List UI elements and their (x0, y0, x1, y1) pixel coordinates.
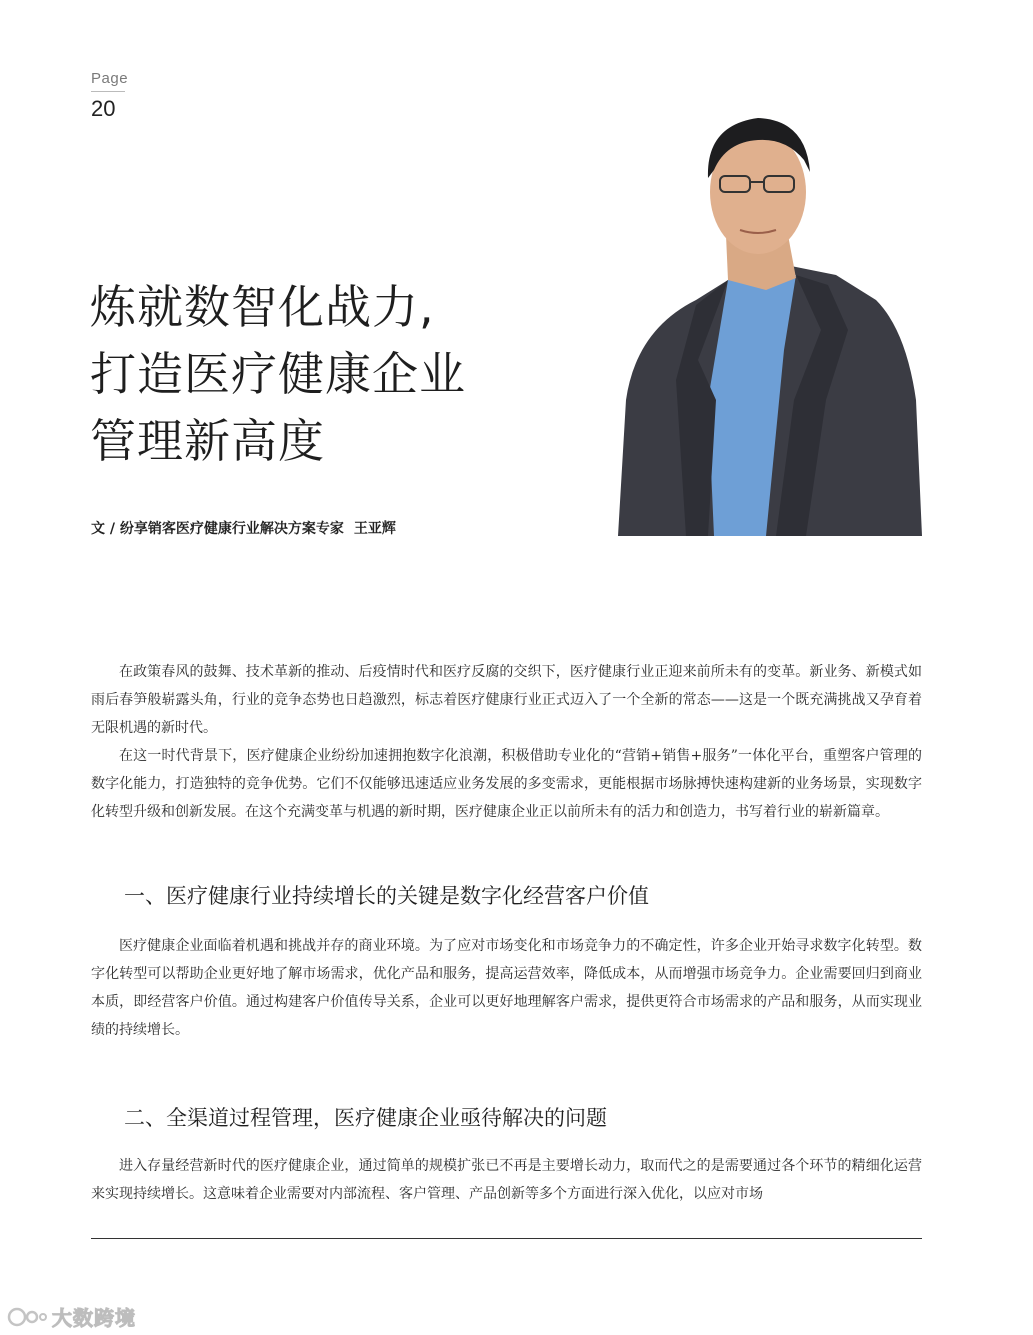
section-1-body (91, 932, 922, 1044)
section-1-heading: 一、医疗健康行业持续增长的关键是数字化经营客户价值 (124, 884, 649, 908)
page-number: 20 (91, 96, 116, 121)
watermark (6, 1302, 136, 1331)
section-1-paragraph: 医疗健康企业面临着机遇和挑战并存的商业环境。为了应对市场变化和市场竞争力的不确定性，许多企业开始寻求数字化转型。数字化转型可以帮助企业更好地了解市场需求，优化产品和服务，提高运营效率，降低成本，从而增强市场竞争力。企业需要回归到商业本质，即经营客户价值。通过构建客户价值传导关系，企业可以更好地理解客户需求，提供更符合市场需求的产品和服务，从而实现业绩的持续增长。 (91, 938, 922, 1038)
section-2-paragraph: 进入存量经营新时代的医疗健康企业，通过简单的规模扩张已不再是主要增长动力，取而代之的是需要通过各个环节的精细化运营来实现持续增长。这意味着企业需要对内部流程、客户管理、产品创新等多个方面进行深入优化，以应对市场 (91, 1158, 922, 1202)
title-line-3: 管理新高度 (90, 414, 325, 468)
footer-divider (91, 1238, 922, 1239)
title-line-2: 打造医疗健康企业 (90, 347, 466, 401)
intro-paragraph-2: 在这一时代背景下，医疗健康企业纷纷加速拥抱数字化浪潮，积极借助专业化的“营销+销售+服务”一体化平台，重塑客户管理的数字化能力，打造独特的竞争优势。它们不仅能够迅速适应业务发展的多变需求，更能根据市场脉搏快速构建新的业务场景，实现数字化转型升级和创新发展。在这个充满变革与机遇的新时期，医疗健康企业正以前所未有的活力和创造力，书写着行业的崭新篇章。 (91, 748, 922, 820)
author-photo (616, 100, 922, 536)
intro-paragraph-1: 在政策春风的鼓舞、技术革新的推动、后疫情时代和医疗反腐的交织下，医疗健康行业正迎来前所未有的变革。新业务、新模式如雨后春笋般崭露头角，行业的竞争态势也日趋激烈，标志着医疗健康行业正式迈入了一个全新的常态——这是一个既充满挑战又孕育着无限机遇的新时代。 (91, 664, 922, 736)
page-label: Page (91, 70, 129, 87)
byline-author: 王亚辉 (353, 521, 396, 537)
intro-section (91, 658, 922, 826)
section-2-heading: 二、全渠道过程管理，医疗健康企业亟待解决的问题 (124, 1106, 607, 1130)
watermark-logo-icon (6, 1306, 48, 1328)
byline (91, 518, 396, 538)
byline-role: 文 / 纷享销客医疗健康行业解决方案专家 (91, 521, 344, 537)
section-2-body (91, 1152, 922, 1208)
watermark-text: 大数跨境 (52, 1306, 136, 1330)
page-label-divider (91, 91, 125, 92)
title-line-1: 炼就数智化战力, (90, 280, 435, 334)
article-title (90, 274, 550, 475)
